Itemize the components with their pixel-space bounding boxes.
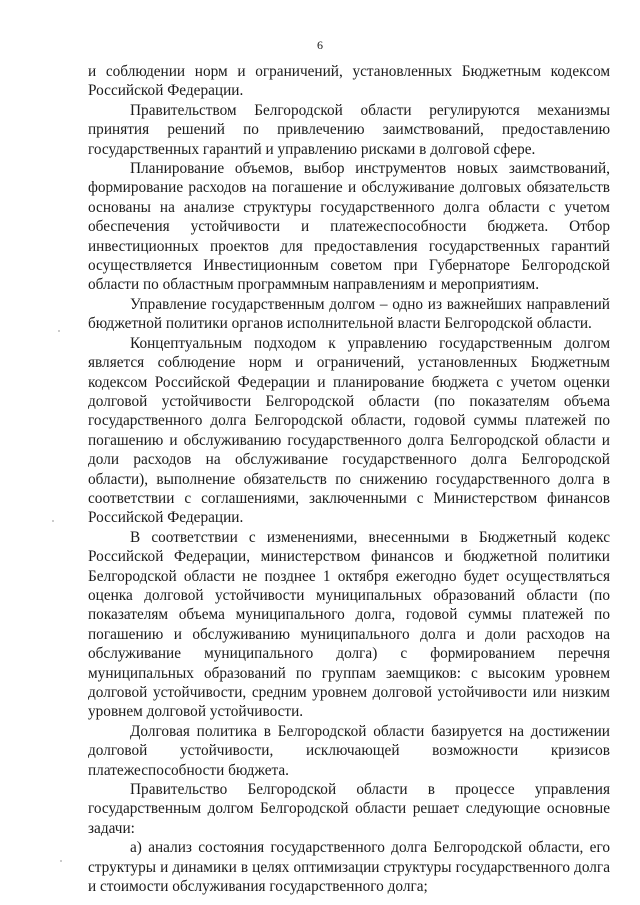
paragraph-7: Долговая политика в Белгородской области базируется на достижении долговой устойчивости, исключающей возможности кризисов платежеспособности бюджета. — [88, 722, 610, 779]
document-body — [88, 62, 610, 896]
paragraph-1: и соблюдении норм и ограничений, установленных Бюджетным кодексом Российской Федерации. — [88, 63, 610, 100]
paragraph-4: Управление государственным долгом – одно из важнейших направлений бюджетной политики органов исполнительной власти Белгородской области. — [88, 295, 610, 333]
paragraph-5: Концептуальным подходом к управлению государственным долгом является соблюдение норм и ограничений, установленных Бюджетным кодексом Российской Федерации и планирование бюджета с учетом оценки долговой устойчивости Белгородской области (по показателям объема государственного долга Белгородской области, годовой суммы платежей по погашению и обслуживанию государственного долга Белгородской области и доли расходов на обслуживание государственного долга Белгородской области), выполнение обязательств по снижению государственного долга в соответствии с соглашениями, заключенными с Министерством финансов Российской Федерации. — [88, 334, 610, 527]
paragraph-9: а) анализ состояния государственного долга Белгородской области, его структуры и динамики в целях оптимизации структуры государственного долга и стоимости обслуживания государственного долга; — [88, 839, 610, 896]
paragraph-6: В соответствии с изменениями, внесенными в Бюджетный кодекс Российской Федерации, министерством финансов и бюджетной политики Белгородской области не позднее 1 октября ежегодно будет осуществляться оценка долговой устойчивости муниципальных образований области (по показателям объема муниципального долга, годовой суммы платежей по погашению и обслуживанию муниципального долга и доли расходов на обслуживание муниципального долга) с формированием перечня муниципальных образований по группам заемщиков: с высоким уровнем долговой устойчивости, средним уровнем долговой устойчивости или низким уровнем долговой устойчивости. — [88, 528, 610, 721]
scan-speck — [60, 860, 62, 862]
paragraph-8: Правительство Белгородской области в процессе управления государственным долгом Белгородской области решает следующие основные задачи: — [88, 781, 610, 837]
scan-speck — [58, 330, 60, 332]
paragraph-2: Правительством Белгородской области регулируются механизмы принятия решений по привлечению заимствований, предоставлению государственных гарантий и управлению рисками в долговой сфере. — [88, 101, 610, 158]
scan-speck — [52, 520, 54, 522]
page-number: 6 — [317, 38, 323, 52]
paragraph-3: Планирование объемов, выбор инструментов новых заимствований, формирование расходов на погашение и обслуживание долговых обязательств основаны на анализе структуры государственного долга области с учетом обеспечения устойчивости и платежеспособности бюджета. Отбор инвестиционных проектов для предоставления государственных гарантий осуществляется Инвестиционным советом при Губернаторе Белгородской области по областным программным направлениям и мероприятиям. — [88, 160, 610, 294]
